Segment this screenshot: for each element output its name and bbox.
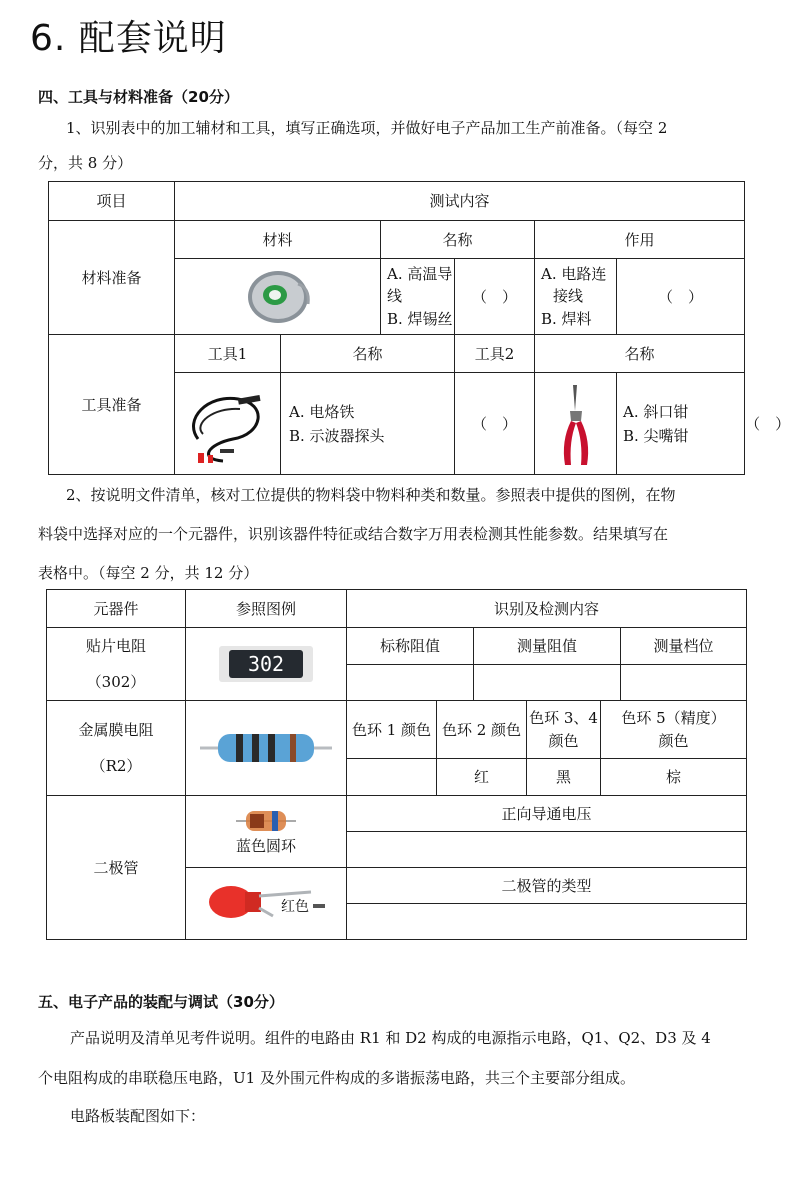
header-detect: 识别及检测内容	[347, 590, 747, 628]
band5-label: 色环 5（精度）	[621, 709, 726, 727]
range-blank[interactable]	[621, 665, 747, 701]
band34-value: 黑	[527, 759, 601, 796]
header-material: 材料	[175, 221, 381, 259]
q1-line1: 1、识别表中的加工辅材和工具，填写正确选项，并做好电子产品加工生产前准备。（每空 2	[66, 119, 668, 137]
smd-chip-label: 302	[229, 650, 303, 678]
option-a: A. 斜口钳	[623, 402, 689, 421]
band2-header: 色环 2 颜色	[437, 701, 527, 759]
tool2-options	[617, 373, 745, 475]
option-b: B. 尖嘴钳	[623, 426, 689, 445]
header-range: 测量档位	[621, 628, 747, 665]
diode-name: 二极管	[47, 796, 186, 940]
smd-resistor-name: 贴片电阻	[85, 637, 146, 655]
tool1-blank[interactable]: （ ）	[455, 373, 535, 475]
option-a-cont: 接线	[553, 287, 584, 306]
nominal-blank[interactable]	[347, 665, 474, 701]
band2-value: 红	[437, 759, 527, 796]
header-measured: 测量阻值	[474, 628, 621, 665]
header-component: 元器件	[47, 590, 186, 628]
resistor-icon	[200, 726, 332, 770]
header-nominal: 标称阻值	[347, 628, 474, 665]
option-a: A. 电烙铁	[289, 402, 355, 421]
diode-type-header: 二极管的类型	[347, 868, 747, 904]
header-name-2: 名称	[535, 335, 745, 373]
forward-voltage-blank[interactable]	[347, 832, 747, 868]
row-tool-prep: 工具准备	[49, 335, 175, 475]
components-table	[46, 589, 747, 940]
row-material-prep: 材料准备	[49, 221, 175, 335]
metal-resistor-cell	[47, 701, 186, 796]
header-tool2: 工具2	[455, 335, 535, 373]
option-a: A. 高温导线	[387, 264, 453, 306]
header-use: 作用	[535, 221, 745, 259]
band1-blank[interactable]	[347, 759, 437, 796]
red-label: 红色	[281, 898, 309, 918]
header-tool1: 工具1	[175, 335, 281, 373]
diode-type-blank[interactable]	[347, 904, 747, 940]
q2-line2: 料袋中选择对应的一个元器件，识别该器件特征或结合数字万用表检测其性能参数。结果填写在	[38, 525, 669, 543]
glass-diode-icon	[236, 806, 296, 836]
q2-line1: 2、按说明文件清单，核对工位提供的物料袋中物料种类和数量。参照表中提供的图例，在物	[66, 486, 676, 504]
name-options	[381, 259, 455, 335]
red-led-icon	[201, 876, 331, 932]
smd-resistor-image	[186, 628, 347, 701]
band34-header	[527, 701, 601, 759]
diode-image-2	[186, 868, 347, 940]
band34-label-2: 颜色	[548, 731, 579, 750]
diode-image-1	[186, 796, 347, 868]
metal-resistor-code: （R2）	[90, 757, 142, 775]
header-test-content: 测试内容	[175, 182, 745, 221]
materials-tools-table: 项目 测试内容 材料准备 材料 名称 作用 A. 高温导线 B. 焊锡丝 （ ） A. 电路连 接线 B. 焊料 （ ） 工具准备 工具1 名称 工具2 名称 A. 电烙铁 B. 示波器探头 （ ） A. 斜口钳 B. 尖嘴钳 （ ）	[48, 181, 745, 475]
blue-ring-label: 蓝色圆环	[235, 837, 296, 855]
section5-para1: 产品说明及清单见考件说明。组件的电路由 R1 和 D2 构成的电源指示电路，Q1、Q2、D3 及 4	[70, 1029, 711, 1047]
metal-resistor-image	[186, 701, 347, 796]
tool1-options	[281, 373, 455, 475]
tool2-image	[535, 373, 617, 475]
use-options	[535, 259, 617, 335]
name-blank[interactable]: （ ）	[455, 259, 535, 335]
probe-icon	[178, 379, 278, 469]
page-title: 6. 配套说明	[30, 18, 227, 59]
solder-spool-icon	[238, 264, 318, 330]
solder-wire-image	[175, 259, 381, 335]
band5-label-2: 颜色	[658, 731, 689, 750]
use-blank[interactable]: （ ）	[617, 259, 745, 335]
section5-heading: 五、电子产品的装配与调试（30分）	[38, 993, 284, 1011]
smd-resistor-code: （302）	[86, 673, 146, 691]
q1-line2: 分，共 8 分）	[38, 154, 133, 172]
metal-resistor-name: 金属膜电阻	[78, 721, 154, 739]
band5-value: 棕	[601, 759, 747, 796]
section5-para2: 个电阻构成的串联稳压电路，U1 及外围元件构成的多谐振荡电路，共三个主要部分组成。	[38, 1069, 635, 1087]
q2-line3: 表格中。（每空 2 分，共 12 分）	[38, 564, 259, 582]
smd-resistor-cell	[47, 628, 186, 701]
header-item: 项目	[49, 182, 175, 221]
band34-label: 色环 3、4	[529, 709, 598, 727]
band1-header: 色环 1 颜色	[347, 701, 437, 759]
section5-para3: 电路板装配图如下：	[70, 1107, 206, 1125]
pliers-icon	[551, 381, 601, 467]
section4-heading: 四、工具与材料准备（20分）	[38, 88, 239, 106]
option-b: B. 焊锡丝	[387, 309, 453, 328]
tool1-image	[175, 373, 281, 475]
measured-blank[interactable]	[474, 665, 621, 701]
option-b: B. 焊料	[541, 309, 592, 328]
option-b: B. 示波器探头	[289, 426, 385, 445]
band5-header	[601, 701, 747, 759]
forward-voltage-header: 正向导通电压	[347, 796, 747, 832]
header-name-1: 名称	[281, 335, 455, 373]
option-a: A. 电路连	[541, 264, 607, 283]
header-reference: 参照图例	[186, 590, 347, 628]
header-name: 名称	[381, 221, 535, 259]
